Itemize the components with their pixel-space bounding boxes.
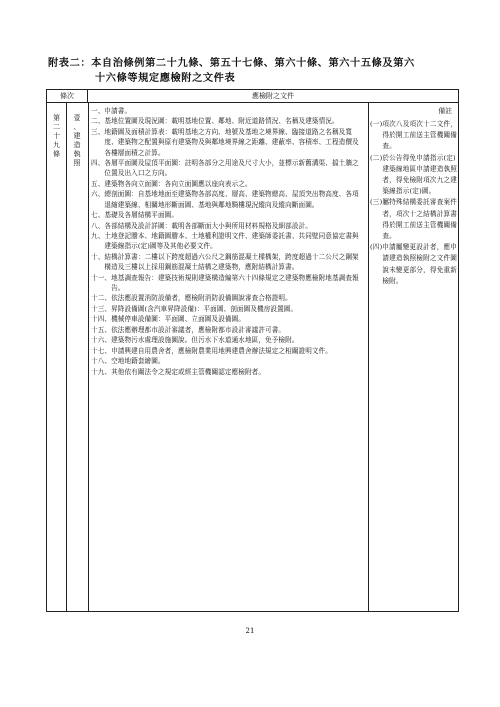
vertical-char: 壹 [73, 114, 81, 122]
vertical-char: 十 [53, 132, 60, 140]
item-number: 二、 [91, 117, 105, 126]
list-item [91, 273, 365, 294]
note-text: 屬特殊結構委託審查案件者，項次十之結構計算書得於開工前送主管機關備查。 [382, 198, 458, 241]
document-list [91, 106, 365, 377]
item-number: 十四、 [91, 315, 112, 324]
table-header [47, 90, 458, 103]
documents-table [46, 89, 459, 612]
list-item [91, 221, 365, 231]
note-item [370, 153, 458, 198]
item-number: 九、 [91, 232, 105, 241]
column-divider [368, 103, 369, 611]
list-item [91, 189, 365, 210]
page-number: 21 [245, 627, 255, 635]
item-number: 一、 [91, 107, 105, 115]
item-number: 七、 [91, 211, 105, 220]
item-text: 依法應辦理都市設計審議者，應檢附都市設計審議許可書。 [111, 325, 286, 334]
list-item [91, 314, 365, 324]
list-item [91, 127, 365, 158]
category-label [66, 114, 88, 168]
list-item [91, 335, 365, 345]
item-text: 空地地籍套繪圖。 [111, 357, 165, 366]
note-number: (三) [370, 198, 383, 207]
item-text: 地基調查報告：建築技術規則建築構造編第六十四條規定之建築物應檢附地基調查報告。 [111, 273, 359, 292]
note-item [370, 242, 458, 287]
vertical-char: 九 [53, 141, 60, 149]
list-item [91, 325, 365, 335]
note-text: 於公告得免申請指示(定)建築線地區申請建造執照者，得免檢附項次九之建築線指示(定)圖。 [382, 153, 458, 196]
item-text: 昇降設備圖(含汽車昇降設備)：平面圖、剖面圖及機房設置圖。 [111, 304, 298, 313]
list-item [91, 158, 365, 179]
item-number: 十五、 [91, 325, 112, 334]
header-article: 條次 [47, 90, 88, 102]
note-text: 項次八及項次十二文件，得於開工前送主管機關備查。 [382, 120, 458, 151]
item-number: 十、 [91, 252, 105, 261]
list-item [91, 231, 365, 252]
list-item [91, 304, 365, 314]
item-text: 依法應設置消防設備者，應檢附消防設備圖說審查合格證明。 [111, 294, 292, 303]
list-item [91, 293, 365, 303]
item-number: 十二、 [91, 294, 112, 303]
item-text: 建築物各向立面圖：各向立面圖應以座向表示之。 [104, 179, 252, 188]
item-number: 四、 [91, 159, 105, 168]
list-item [91, 367, 365, 377]
vertical-char: 造 [73, 141, 81, 149]
header-documents: 應檢附之文件 [252, 92, 294, 100]
note-number: (一) [370, 120, 383, 128]
item-text: 總剖面圖：自基地地面至建築物各部高度、層高、建築物總高、屋頂突出物高度、各項退縮建築線、相關地形斷面圖、基地與鄰地騎樓現況縱向及縱向斷面圖。 [104, 190, 359, 209]
item-text: 土地登記謄本、地籍圖謄本、土地權利證明文件、建築師委託書、共同壁同意協定書與建築線指示(定)圖等及其他必要文件。 [104, 232, 359, 251]
page-title [48, 56, 468, 86]
item-text: 地籍圖及面積計算表：載明基地之方向、地號及基地之境界線、臨接道路之名稱及寬度、建築物之配置與原有建築物及與鄰地境界線之距離、建蔽率、容積率、工程造價及各樓層面積之計算。 [104, 127, 359, 157]
column-divider [66, 103, 67, 611]
item-text: 建築物污水處理設施圖說。但污水下水道通水地區，免予檢附。 [111, 336, 299, 345]
vertical-char: 執 [73, 150, 81, 158]
list-item [91, 346, 365, 356]
item-text: 申請興建自用農舍者，應檢附農業用地興建農舍辦法規定之相關證明文件。 [111, 346, 332, 355]
list-item [91, 179, 365, 189]
note-item [370, 119, 458, 153]
item-number: 十九、 [91, 367, 112, 376]
vertical-char: 條 [53, 150, 60, 158]
column-divider [88, 103, 89, 611]
article-label [47, 114, 66, 159]
item-text: 基地位置圖及現況圖：載明基地位置、鄰地、附近道路情況、名稱及建築情況。 [104, 117, 339, 126]
item-text: 其他依有關法令之規定或經主管機關認定應檢附者。 [111, 367, 266, 376]
item-number: 十八、 [91, 357, 112, 366]
vertical-char: 建 [73, 132, 81, 140]
vertical-char: 第 [53, 114, 60, 122]
note-number: (四) [370, 243, 383, 252]
item-number: 六、 [91, 190, 105, 199]
list-item [91, 356, 365, 366]
note-item [370, 197, 458, 242]
list-item [91, 210, 365, 220]
notes-list [370, 119, 458, 287]
item-text: 結構計算書：二樓以下跨度超過六公尺之鋼筋混凝土樑構架，跨度超過十二公尺之鋼架構造及三樓以上採用鋼筋混凝土結構之建築物，應附結構計算書。 [104, 252, 359, 272]
note-number: (二) [370, 153, 383, 162]
vertical-char: 照 [73, 159, 81, 167]
title-line-1: 附表二：本自治條例第二十九條、第五十七條、第六十條、第六十五條及第六 [48, 57, 415, 69]
note-text: 申請屬變更設計者，應申請建造執照檢附之文件圖說未變更部分，得免重新檢附。 [382, 243, 458, 285]
item-text: 申請書。 [104, 107, 132, 115]
item-number: 三、 [91, 127, 105, 136]
vertical-char: 、 [73, 123, 81, 131]
item-text: 各層平面圖及屋頂平面圖：註明各部分之用途及尺寸大小，並標示新舊溝渠、擋土牆之位置及出入口之方向。 [104, 159, 359, 178]
item-number: 十三、 [91, 304, 112, 313]
item-number: 十六、 [91, 336, 112, 345]
notes-header: 備註 [438, 107, 452, 115]
item-number: 五、 [91, 179, 105, 188]
list-item [91, 252, 365, 273]
item-text: 基礎及各層結構平面圖。 [104, 211, 179, 220]
list-item [91, 116, 365, 126]
title-line-2: 十六條等規定應檢附之文件表 [95, 72, 236, 84]
vertical-char: 二 [53, 123, 60, 131]
item-text: 各部結構及設計詳圖：載明各部斷面大小與所用材料規格及細部設計。 [104, 221, 312, 230]
item-number: 八、 [91, 221, 105, 230]
item-number: 十一、 [91, 273, 112, 282]
item-number: 十七、 [91, 346, 112, 355]
list-item [91, 106, 365, 116]
item-text: 機械停車設備圖：平面圖、立面圖及設備圖。 [111, 315, 245, 324]
